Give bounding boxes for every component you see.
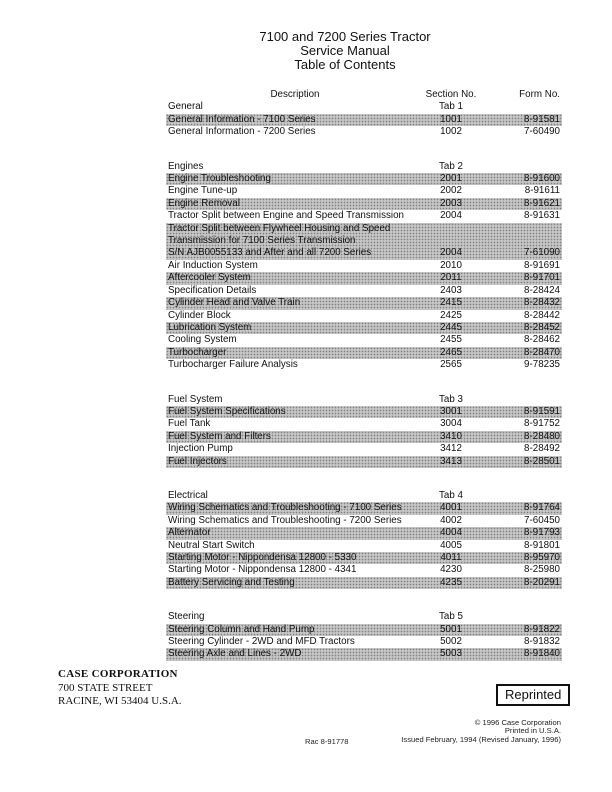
description-line: S/N AJB0055133 and After and all 7200 Series [168, 247, 372, 259]
toc-row-description [166, 297, 422, 309]
toc-row-section-no: 1001 [440, 113, 462, 125]
toc-row-form-no: 8-91801 [524, 539, 560, 551]
toc-row-section-no: 3413 [440, 455, 462, 467]
toc-row [166, 210, 562, 222]
description-line: Neutral Start Switch [168, 539, 255, 551]
toc-row-description [166, 636, 422, 648]
toc-row-section-no: 3410 [440, 430, 462, 442]
toc-row [166, 552, 562, 564]
toc-row-section-no: 4005 [440, 539, 462, 551]
toc-row-description [166, 347, 422, 359]
toc-row-description [166, 210, 422, 222]
page-title [78, 30, 612, 72]
toc-row-section-no: 2003 [440, 197, 462, 209]
toc-row [166, 260, 562, 272]
toc-row-description [166, 515, 422, 527]
toc-row [166, 636, 562, 648]
copyright-block [401, 719, 561, 744]
section-name: General [168, 101, 203, 113]
toc-row-form-no: 8-91793 [524, 527, 560, 539]
section-name: Electrical [168, 489, 208, 501]
toc-row [166, 540, 562, 552]
toc-row-description [166, 456, 422, 468]
description-line: Battery Servicing and Testing [168, 576, 295, 588]
toc-row-section-no: 2425 [440, 309, 462, 321]
toc-row [166, 527, 562, 539]
description-line: General Information - 7100 Series [168, 113, 316, 125]
section-name: Steering [168, 611, 205, 623]
toc-row-form-no: 8-91611 [524, 185, 560, 197]
toc-row-description [166, 431, 422, 443]
toc-row [166, 648, 562, 660]
toc-row-form-no: 8-28462 [524, 334, 560, 346]
description-line: Steering Column and Hand Pump [168, 623, 315, 635]
table-header-row [166, 89, 562, 101]
toc-row-section-no: 2565 [440, 359, 462, 371]
toc-row [166, 515, 562, 527]
company-address-line-2: RACINE, WI 53404 U.S.A. [58, 695, 182, 707]
toc-row-form-no: 8-91631 [524, 210, 560, 222]
toc-row-form-no: 8-91621 [524, 197, 560, 209]
toc-row-section-no: 1002 [440, 126, 462, 138]
toc-section-row [166, 490, 562, 502]
toc-row-description [166, 272, 422, 284]
toc-row-section-no: 3001 [440, 405, 462, 417]
toc-row [166, 198, 562, 210]
toc-row-form-no: 8-91581 [524, 113, 560, 125]
section-name: Fuel System [168, 393, 223, 405]
toc-row-form-no: 7-60490 [524, 126, 560, 138]
description-line: Aftercooler System [168, 272, 251, 284]
toc-row-description [166, 564, 422, 576]
description-line: Starting Motor - Nippondensa 12800 - 5330 [168, 552, 357, 563]
toc-row [166, 443, 562, 455]
toc-row-section-no: 3412 [440, 443, 462, 455]
printed-in-line: Printed in U.S.A. [504, 726, 561, 736]
description-line: Injection Pump [168, 443, 233, 455]
section-tab: Tab 5 [439, 611, 463, 623]
title-line-1: 7100 and 7200 Series Tractor [259, 29, 431, 44]
toc-row-form-no: 8-28442 [524, 309, 560, 321]
toc-row [166, 272, 562, 284]
toc-row [166, 502, 562, 514]
section-tab: Tab 2 [439, 160, 463, 172]
description-line: Fuel System Specifications [168, 405, 286, 417]
toc-section-row [166, 611, 562, 623]
toc-row-description [166, 114, 422, 126]
toc-section-row [166, 394, 562, 406]
toc-row-description [166, 648, 422, 660]
description-line: Engine Troubleshooting [168, 173, 271, 185]
toc-row-description [166, 418, 422, 430]
title-line-3: Table of Contents [294, 57, 396, 72]
toc-row-section-no: 4002 [440, 514, 462, 526]
toc-row [166, 624, 562, 636]
description-line: Fuel Injectors [168, 455, 227, 467]
toc-row-section-no: 4004 [440, 527, 462, 539]
description-line: Cylinder Block [168, 309, 231, 321]
description-line: Transmission for 7100 Series Transmission [168, 235, 356, 247]
toc-row [166, 418, 562, 430]
toc-row-form-no: 8-91691 [524, 259, 560, 271]
toc-row [166, 577, 562, 589]
toc-row-section-no: 4230 [440, 564, 462, 576]
toc-row-form-no: 8-28492 [524, 443, 560, 455]
toc-row-form-no: 8-25980 [524, 564, 560, 576]
toc-row-form-no: 8-91764 [524, 502, 560, 514]
description-line: Tractor Split between Flywheel Housing and Speed [168, 222, 391, 234]
header-form-no: Form No. [519, 89, 560, 100]
toc-row-description [166, 334, 422, 346]
toc-row-form-no: 8-91591 [524, 405, 560, 417]
toc-row-description [166, 359, 422, 371]
description-line: General Information - 7200 Series [168, 126, 316, 138]
toc-row-section-no: 5003 [440, 648, 462, 660]
toc-row-description [166, 173, 422, 185]
toc-row-description [166, 310, 422, 322]
toc-row-form-no: 8-28470 [524, 346, 560, 358]
rac-form-number: Rac 8-91778 [305, 737, 349, 746]
description-line: Alternator [168, 527, 211, 539]
section-tab: Tab 4 [439, 489, 463, 501]
section-name: Engines [168, 160, 204, 172]
toc-row-section-no: 2465 [440, 346, 462, 358]
toc-row-section-no: 2011 [440, 272, 462, 284]
toc-row [166, 406, 562, 418]
toc-row [166, 431, 562, 443]
toc-body [166, 101, 562, 660]
description-line: Steering Cylinder - 2WD and MFD Tractors [168, 636, 355, 648]
toc-row [166, 322, 562, 334]
toc-row-form-no: 8-91701 [524, 272, 560, 284]
toc-row-description [166, 223, 422, 260]
toc-row-section-no: 5002 [440, 636, 462, 648]
toc-row-section-no: 2415 [440, 297, 462, 309]
toc-row-form-no: 8-91840 [524, 648, 560, 660]
toc-row-section-no: 2010 [440, 259, 462, 271]
toc-row-form-no: 8-91832 [524, 636, 560, 648]
toc-row-form-no: 7-61090 [524, 247, 560, 259]
description-line: Fuel System and Filters [168, 430, 271, 442]
toc-section-row [166, 101, 562, 113]
toc-row [166, 456, 562, 468]
header-description: Description [270, 89, 320, 100]
toc-row-form-no: 9-78235 [524, 359, 560, 371]
toc-row-section-no: 2004 [440, 210, 462, 222]
toc-row-section-no: 4011 [440, 552, 462, 563]
toc-row-form-no: 8-95970 [524, 552, 560, 563]
toc-row-description [166, 577, 422, 589]
toc-row [166, 114, 562, 126]
company-name: CASE CORPORATION [58, 668, 178, 680]
description-line: Cylinder Head and Valve Train [168, 297, 301, 309]
toc-row-section-no: 2002 [440, 185, 462, 197]
toc-row-description [166, 552, 422, 564]
toc-row [166, 564, 562, 576]
toc-row-description [166, 540, 422, 552]
toc-row-description [166, 322, 422, 334]
section-tab: Tab 3 [439, 393, 463, 405]
toc-row [166, 359, 562, 371]
toc-row-description [166, 126, 422, 138]
issued-line: Issued February, 1994 (Revised January, 1996) [401, 734, 561, 744]
section-tab: Tab 1 [439, 101, 463, 113]
header-section-no: Section No. [425, 89, 477, 100]
table-of-contents [166, 89, 562, 661]
toc-row-description [166, 285, 422, 297]
toc-row-description [166, 260, 422, 272]
toc-row [166, 173, 562, 185]
toc-row-form-no: 8-28424 [524, 284, 560, 296]
toc-section-row [166, 161, 562, 173]
description-line: Specification Details [168, 284, 257, 296]
description-line: Wiring Schematics and Troubleshooting - 7100 Series [168, 502, 402, 514]
toc-row [166, 185, 562, 197]
title-line-2: Service Manual [300, 43, 390, 58]
copyright-line: © 1996 Case Corporation [474, 718, 561, 727]
company-address-block [58, 668, 182, 709]
toc-row-description [166, 527, 422, 539]
toc-row-section-no: 2403 [440, 284, 462, 296]
toc-row-section-no: 4001 [440, 502, 462, 514]
toc-row-form-no: 8-28432 [524, 297, 560, 309]
toc-row-section-no: 2001 [440, 173, 462, 185]
toc-row-description [166, 406, 422, 418]
toc-row-form-no: 8-91822 [524, 623, 560, 635]
toc-row [166, 223, 562, 260]
toc-row-form-no: 8-28480 [524, 430, 560, 442]
toc-row [166, 334, 562, 346]
description-line: Starting Motor - Nippondensa 12800 - 4341 [168, 564, 357, 576]
toc-row [166, 126, 562, 138]
toc-row-section-no: 2445 [440, 321, 462, 333]
toc-row-form-no: 8-28501 [524, 455, 560, 467]
description-line: Engine Removal [168, 197, 240, 209]
reprinted-stamp: Reprinted [496, 684, 570, 706]
description-line: Turbocharger [168, 346, 227, 358]
description-line: Wiring Schematics and Troubleshooting - 7200 Series [168, 514, 402, 526]
toc-row [166, 310, 562, 322]
toc-row-form-no: 8-20291 [524, 576, 560, 588]
toc-row-section-no: 2455 [440, 334, 462, 346]
toc-row-description [166, 443, 422, 455]
toc-row-description [166, 198, 422, 210]
description-line: Cooling System [168, 334, 237, 346]
toc-row [166, 285, 562, 297]
description-line: Turbocharger Failure Analysis [168, 359, 298, 371]
toc-row-description [166, 502, 422, 514]
toc-row-section-no: 4235 [440, 576, 462, 588]
toc-row-description [166, 624, 422, 636]
description-line: Air Induction System [168, 259, 258, 271]
toc-row-form-no: 8-91752 [524, 418, 560, 430]
toc-row-form-no: 8-91600 [524, 173, 560, 185]
company-address-line-1: 700 STATE STREET [58, 681, 153, 694]
description-line: Lubrication System [168, 321, 252, 333]
toc-row [166, 297, 562, 309]
toc-row-section-no: 2004 [440, 247, 462, 259]
description-line: Fuel Tank [168, 418, 211, 430]
description-line: Engine Tune-up [168, 185, 238, 197]
toc-row-form-no: 8-28452 [524, 321, 560, 333]
toc-row-form-no: 7-60450 [524, 514, 560, 526]
description-line: Tractor Split between Engine and Speed Transmission [168, 210, 404, 222]
toc-row-description [166, 185, 422, 197]
description-line: Steering Axle and Lines - 2WD [168, 648, 302, 660]
toc-row-section-no: 5001 [440, 623, 462, 635]
toc-row [166, 347, 562, 359]
toc-row-section-no: 3004 [440, 418, 462, 430]
